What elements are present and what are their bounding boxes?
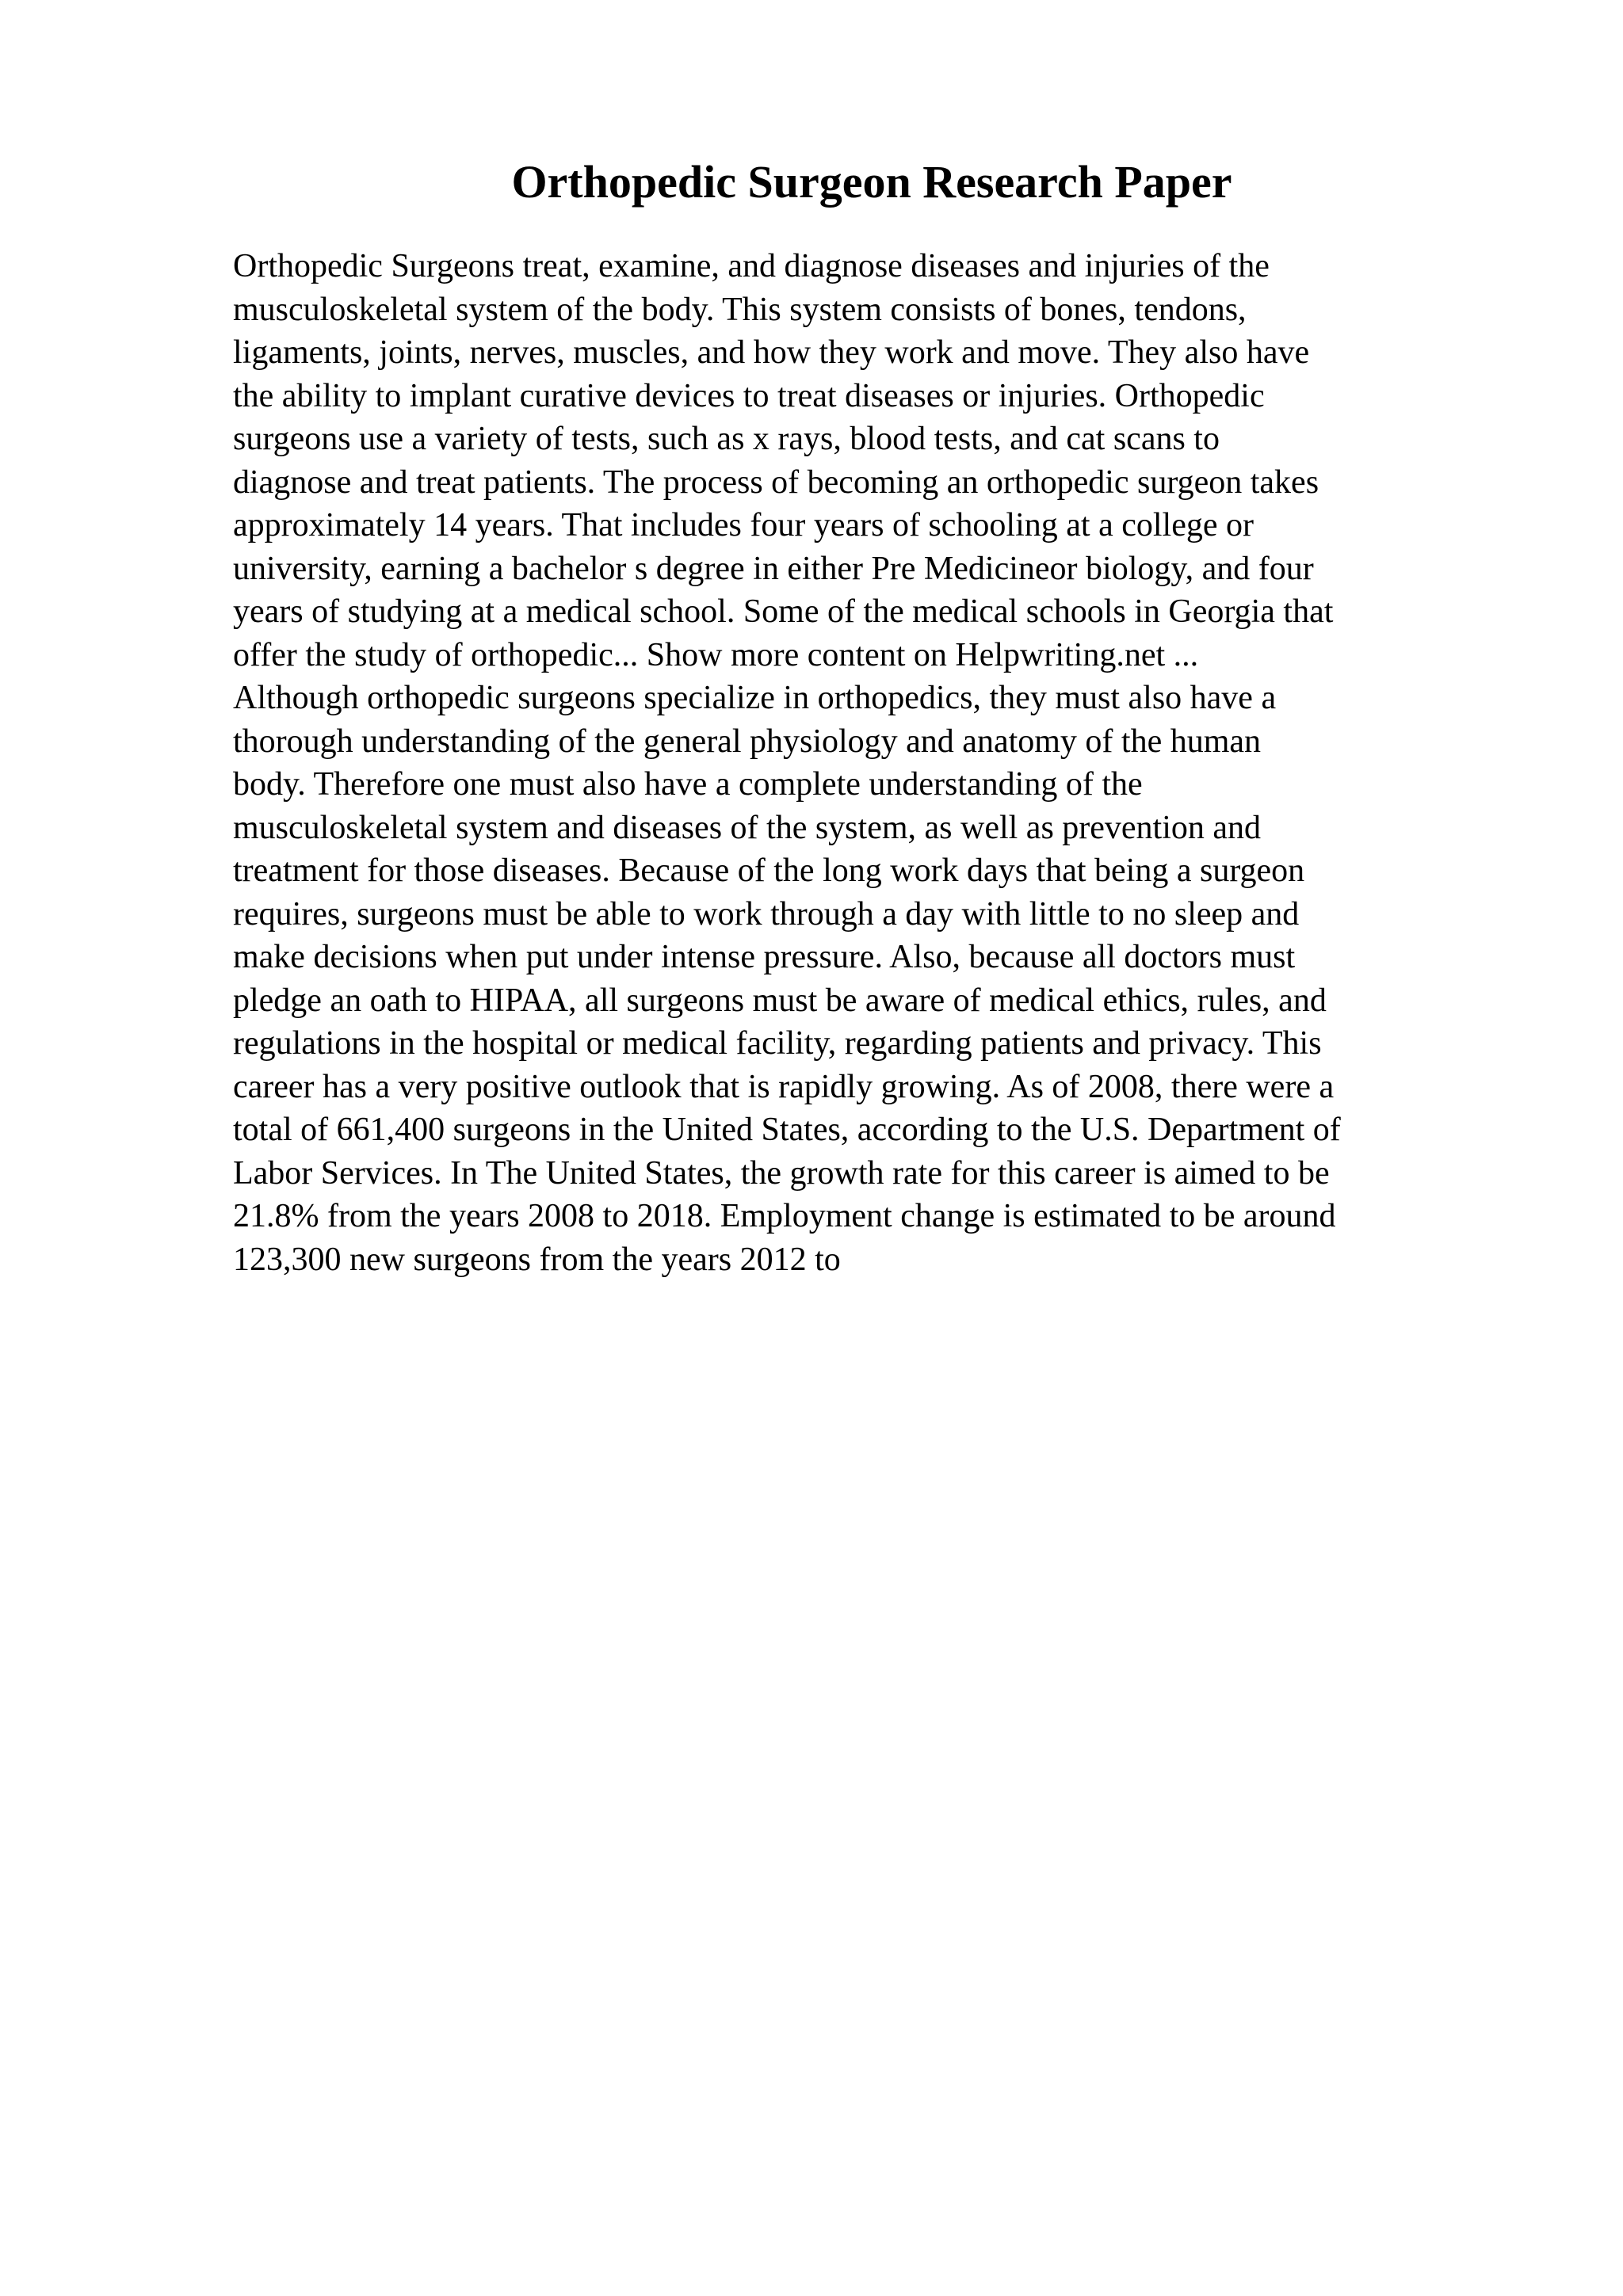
text-line: surgeons use a variety of tests, such as x rays, blood tests, and cat scans to (233, 421, 1220, 457)
text-line: university, earning a bachelor s degree in either Pre Medicineor biology, and four (233, 550, 1314, 587)
text-line: make decisions when put under intense pressure. Also, because all doctors must (233, 939, 1296, 975)
text-line: ligaments, joints, nerves, muscles, and how they work and move. They also have (233, 334, 1310, 371)
text-line: body. Therefore one must also have a complete understanding of the (233, 766, 1143, 803)
text-line: career has a very positive outlook that is rapidly growing. As of 2008, there were a (233, 1068, 1335, 1105)
text-line: regulations in the hospital or medical facility, regarding patients and privacy. This (233, 1025, 1322, 1062)
text-line: total of 661,400 surgeons in the United States, according to the U.S. Department of (233, 1112, 1341, 1148)
text-line: years of studying at a medical school. Some of the medical schools in Georgia that (233, 593, 1334, 630)
text-line: the ability to implant curative devices to treat diseases or injuries. Orthopedic (233, 377, 1265, 414)
body-text (233, 245, 1485, 1281)
text-line: musculoskeletal system of the body. This system consists of bones, tendons, (233, 291, 1247, 328)
text-line: Orthopedic Surgeons treat, examine, and diagnose diseases and injuries of the (233, 248, 1270, 284)
text-line: 123,300 new surgeons from the years 2012 to (233, 1241, 841, 1278)
text-line: Although orthopedic surgeons specialize in orthopedics, they must also have a (233, 680, 1277, 716)
text-line: offer the study of orthopedic... Show more content on Helpwriting.net ... (233, 636, 1199, 673)
text-line: musculoskeletal system and diseases of the system, as well as prevention and (233, 809, 1262, 846)
text-line: requires, surgeons must be able to work through a day with little to no sleep and (233, 895, 1300, 933)
text-line: 21.8% from the years 2008 to 2018. Employment change is estimated to be around (233, 1198, 1336, 1234)
text-line: Labor Services. In The United States, the growth rate for this career is aimed to be (233, 1154, 1330, 1192)
text-line: diagnose and treat patients. The process of becoming an orthopedic surgeon takes (233, 463, 1319, 501)
text-line: thorough understanding of the general physiology and anatomy of the human (233, 723, 1262, 760)
page-title: Orthopedic Surgeon Research Paper (511, 156, 1232, 208)
text-line: treatment for those diseases. Because of the long work days that being a surgeon (233, 852, 1305, 889)
text-line: approximately 14 years. That includes four years of schooling at a college or (233, 507, 1254, 543)
text-line: pledge an oath to HIPAA, all surgeons must be aware of medical ethics, rules, and (233, 982, 1327, 1019)
